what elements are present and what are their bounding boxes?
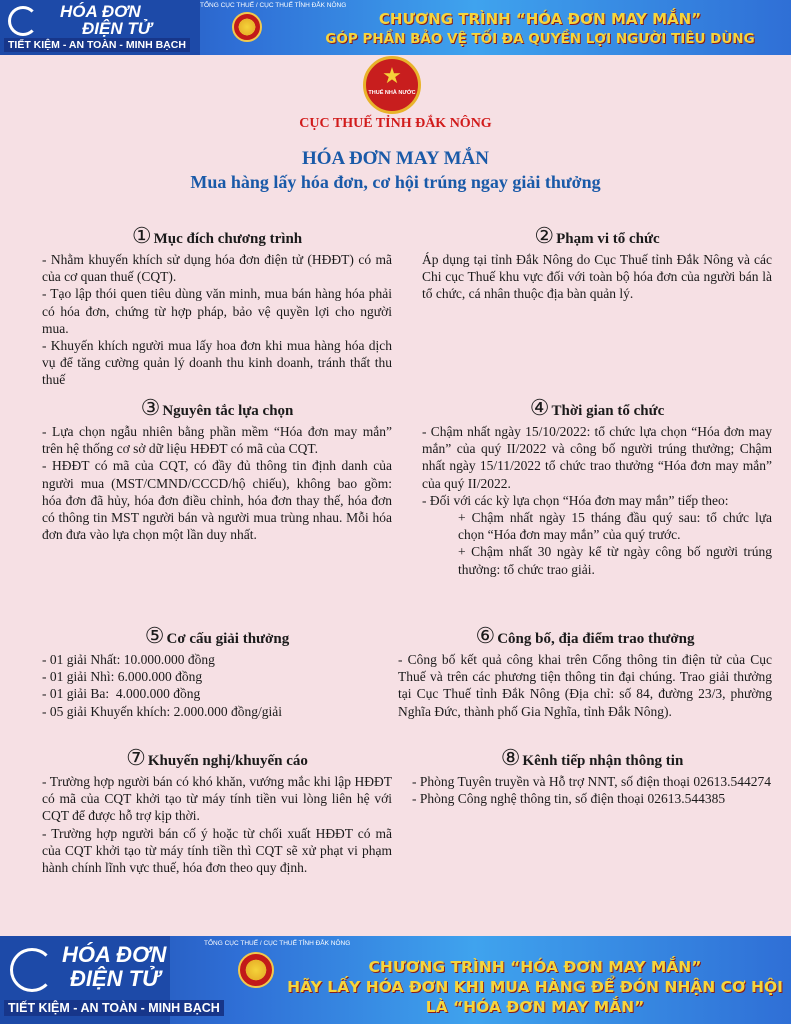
section-contact [412,745,772,807]
einvoice-logo-icon [8,6,38,36]
logo-slogan: TIẾT KIỆM - AN TOÀN - MINH BẠCH [4,1000,224,1016]
section-scope [422,223,772,303]
einvoice-logo [0,0,200,55]
banner-bottom-line2: HÃY LẤY HÓA ĐƠN KHI MUA HÀNG ĐỂ ĐÓN NHẬN CƠ HỘI [287,978,783,996]
section-line: - Nhằm khuyến khích sử dụng hóa đơn điện tử (HĐĐT) có mã của cơ quan thuế (CQT). [42,252,392,285]
section-heading: Khuyến nghị/khuyến cáo [147,753,308,769]
section-purpose [42,223,392,389]
section-number: ⑤ [144,623,165,648]
section-number: ③ [140,395,161,420]
section-sub-line: + Chậm nhất ngày 15 tháng đầu quý sau: tổ chức lựa chọn “Hóa đơn may mắn” của quý trước. [458,510,772,543]
section-heading: Mục đích chương trình [153,231,303,247]
section-line: - Trường hợp người bán cố ý hoặc từ chối xuất HĐĐT có mã của CQT khởi tạo từ máy tính tiền thì CQT sẽ xử phạt vi phạm hành chính lĩnh vực thuế, hóa đơn theo quy định. [42,825,392,876]
section-line: - Chậm nhất ngày 15/10/2022: tổ chức lựa chọn “Hóa đơn may mắn” của quý II/2022 và công bố người trúng thưởng; Chậm nhất ngày 15/11/2022 tổ chức trao thưởng “Hóa đơn may mắn” của quý II/2022. [422,424,772,491]
section-line: - Khuyến khích người mua lấy hoa đơn khi mua hàng hóa dịch vụ để tăng cường quản lý doanh thu kinh doanh, tránh thất thu thuế [42,338,392,388]
banner-caption: TỔNG CỤC THUẾ / CỤC THUẾ TỈNH ĐẮK NÔNG [204,940,351,947]
section-line: - Đối với các kỳ lựa chọn “Hóa đơn may mắn” tiếp theo: [422,492,729,508]
logo-line1: HÓA ĐƠN [60,2,141,21]
banner-top-line2: GÓP PHẦN BẢO VỆ TỐI ĐA QUYỀN LỢI NGƯỜI TIÊU DÙNG [325,31,755,47]
star-icon: ★ [382,63,402,88]
banner-caption: TỔNG CỤC THUẾ / CỤC THUẾ TỈNH ĐẮK NÔNG [200,2,347,9]
section-line: - HĐĐT có mã của CQT, có đầy đủ thông tin định danh của người mua (MST/CMND/CCCD/hộ chiếu), không bao gồm: hóa đơn đã hủy, hóa đơn điều chỉnh, hóa đơn thay thế, hóa đơn có thông tin MST người bán và người mua trùng nhau. Mỗi hóa đơn đưa vào lựa chọn một lần duy nhất. [42,458,392,543]
section-heading: Công bố, địa điểm trao thưởng [497,631,695,647]
section-line: - Tạo lập thói quen tiêu dùng văn minh, mua bán hàng hóa phải có hóa đơn, chứng từ hợp pháp, bảo vệ quyền lợi cho người mua. [42,286,392,336]
section-announcement [398,623,772,720]
tax-emblem-icon [363,56,421,114]
logo-slogan: TIẾT KIỆM - AN TOÀN - MINH BẠCH [4,38,190,52]
section-number: ⑧ [500,745,521,770]
top-banner [0,0,791,55]
section-line: - Công bố kết quả công khai trên Cổng thông tin điện tử của Cục Thuế và trên các phương tiện thông tin đại chúng. Trao giải thưởng tại Cục Thuế tỉnh Đắk Nông (Địa chỉ: số 84, đường 23/3, phường Nghĩa Đức, thành phố Gia Nghĩa, tỉnh Đắk Nông). [398,652,772,719]
contact-line: - Phòng Công nghệ thông tin, số điện thoại 02613.544385 [412,791,726,807]
einvoice-logo [0,936,220,1024]
bottom-banner [0,936,791,1024]
contact-line: - Phòng Tuyên truyền và Hỗ trợ NNT, số điện thoại 02613.544274 [412,774,771,789]
prize-line: - 01 giải Nhì: 6.000.000 đồng [42,669,203,685]
section-prize-structure [42,623,392,720]
section-line: - Lựa chọn ngẫu nhiên bằng phần mềm “Hóa đơn may mắn” trên hệ thống cơ sở dữ liệu HĐĐT có mã của CQT. [42,424,392,457]
section-line: Áp dụng tại tỉnh Đắk Nông do Cục Thuế tỉnh Đắk Nông và các Chi cục Thuế khu vực đối với toàn bộ hóa đơn của người bán là tổ chức, cá nhân thuộc địa bàn quản lý. [422,252,772,302]
agency-name: CỤC THUẾ TỈNH ĐẮK NÔNG [299,116,492,131]
section-schedule [422,395,772,578]
section-number: ④ [529,395,550,420]
tax-emblem-small-icon [238,952,274,988]
logo-line2: ĐIỆN TỬ [70,966,160,991]
section-line: - Trường hợp người bán có khó khăn, vướng mắc khi lập HĐĐT có mã của CQT khởi tạo từ máy tính tiền vui lòng liên hệ với CQT để được hỗ trợ kịp thời. [42,774,392,824]
page-subtitle: Mua hàng lấy hóa đơn, cơ hội trúng ngay giải thưởng [190,172,601,192]
einvoice-logo-icon [10,948,54,992]
section-heading: Kênh tiếp nhận thông tin [522,753,684,769]
section-sub-line: + Chậm nhất 30 ngày kể từ ngày công bố người trúng thưởng: tổ chức trao giải. [458,544,772,577]
section-number: ⑥ [475,623,496,648]
section-heading: Thời gian tổ chức [551,403,665,419]
prize-line: - 01 giải Ba: 4.000.000 đồng [42,686,201,702]
section-selection-principle [42,395,392,543]
prize-line: - 05 giải Khuyến khích: 2.000.000 đồng/giải [42,703,282,719]
section-recommendation [42,745,392,876]
logo-line2: ĐIỆN TỬ [82,19,152,38]
logo-line1: HÓA ĐƠN [62,942,167,967]
tax-emblem-small-icon [232,12,262,42]
page-title: HÓA ĐƠN MAY MẮN [301,148,489,169]
section-heading: Cơ cấu giải thưởng [166,631,290,647]
section-number: ① [131,223,152,248]
banner-bottom-line1: CHƯƠNG TRÌNH “HÓA ĐƠN MAY MẮN” [368,958,702,976]
emblem-text: THUẾ NHÀ NƯỚC [368,90,416,96]
banner-bottom-line3: LÀ “HÓA ĐƠN MAY MẮN” [425,998,645,1016]
section-heading: Phạm vi tổ chức [556,231,660,247]
section-number: ② [534,223,555,248]
prize-line: - 01 giải Nhất: 10.000.000 đồng [42,652,215,667]
banner-top-line1: CHƯƠNG TRÌNH “HÓA ĐƠN MAY MẮN” [378,10,702,28]
section-number: ⑦ [126,745,146,770]
section-heading: Nguyên tắc lựa chọn [162,403,294,419]
